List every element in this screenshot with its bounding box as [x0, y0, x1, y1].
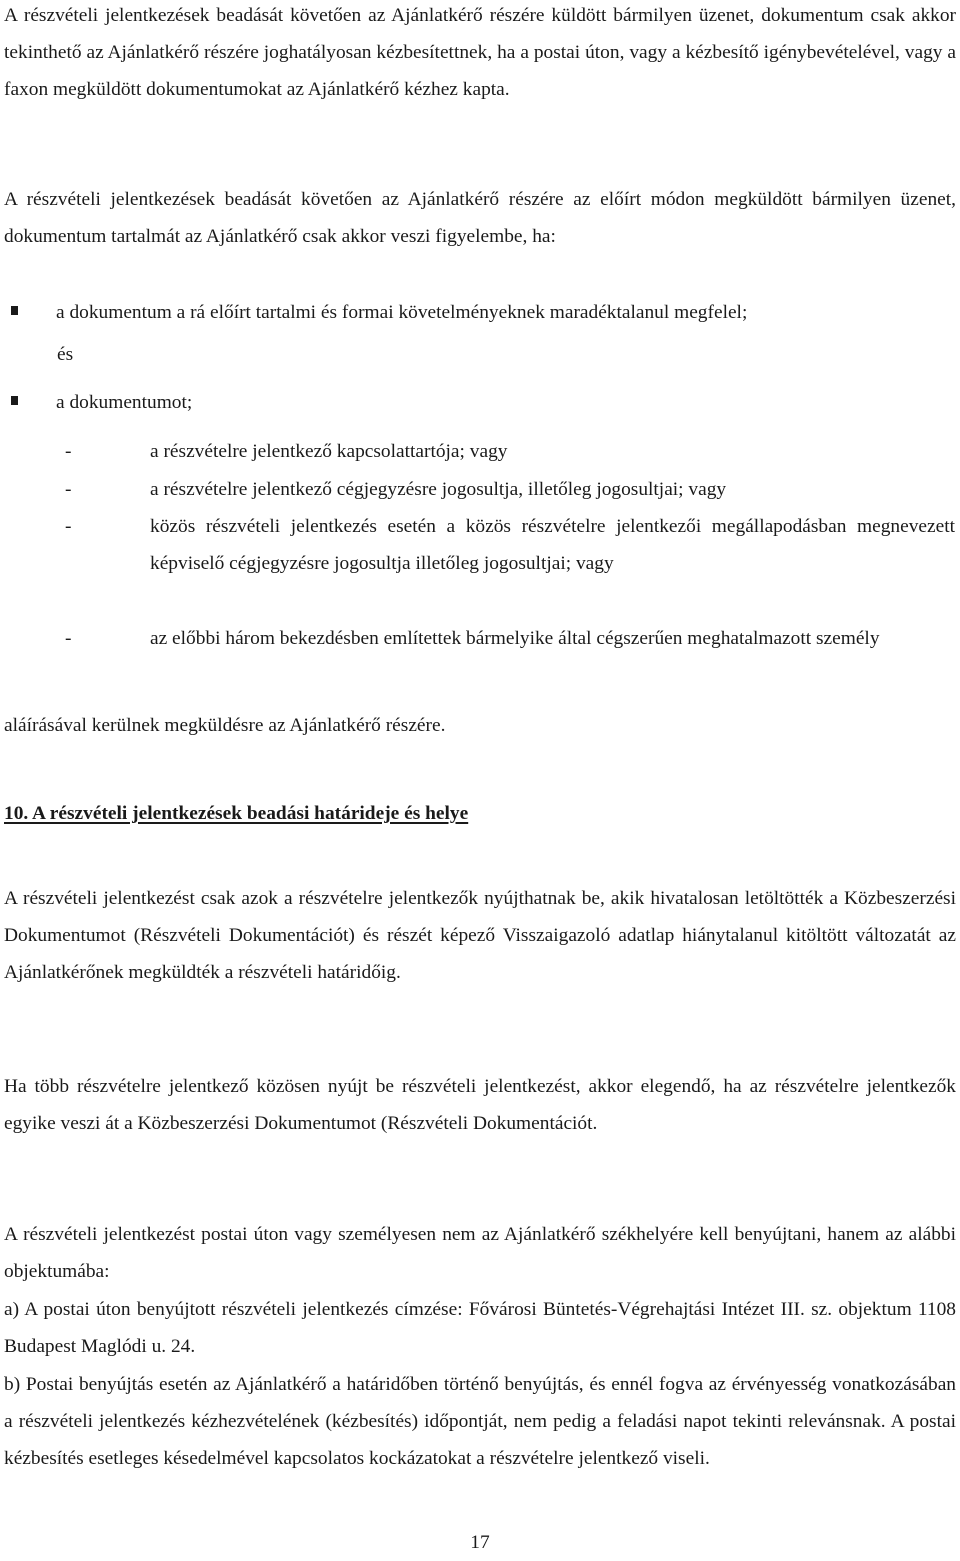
section-heading: 10. A részvételi jelentkezések beadási határideje és helye [4, 803, 469, 824]
paragraph-submission-location: A részvételi jelentkezést postai úton vagy személyesen nem az Ajánlatkérő székhelyére kell benyújtani, hanem az alábbi objektumába: [4, 1224, 956, 1283]
paragraph-joint-application: Ha több részvételre jelentkező közösen nyújt be részvételi jelentkezést, akkor elegendő, ha az részvételre jelentkezők egyike veszi át a Közbeszerzési Dokumentumot (Részvételi Dokumentációt. [4, 1076, 956, 1135]
paragraph-postal-address: a) A postai úton benyújtott részvételi jelentkezés címzése: Fővárosi Büntetés-Végrehajtási Intézet III. sz. objektum 1108 Budapest Maglódi u. 24. [4, 1299, 956, 1358]
page-number: 17 [470, 1532, 490, 1553]
paragraph-document-acceptance: A részvételi jelentkezések beadását követően az Ajánlatkérő részére az előírt módon megküldött bármilyen üzenet, dokumentum tartalmát az Ajánlatkérő csak akkor veszi figyelembe, ha: [4, 189, 956, 248]
dash-item-text: közös részvételi jelentkezés esetén a közös részvételre jelentkezői megállapodásban megnevezett képviselő cégjegyzésre jogosultja illetőleg jogosultjai; vagy [150, 516, 955, 575]
square-bullet-icon [11, 306, 18, 315]
square-bullet-icon [11, 396, 18, 405]
dash-item-text: a részvételre jelentkező cégjegyzésre jogosultja, illetőleg jogosultjai; vagy [150, 479, 727, 500]
dash-marker: - [65, 441, 72, 462]
paragraph-eligibility: A részvételi jelentkezést csak azok a részvételre jelentkezők nyújthatnak be, akik hivatalosan letöltötték a Közbeszerzési Dokumentumot (Részvételi Dokumentációt) és részét képező Visszaigazoló adatlap hiánytalanul kitöltött változatát az Ajánlatkérőnek megküldték a részvételi határidőig. [4, 888, 956, 984]
paragraph-postal-deadline: b) Postai benyújtás esetén az Ajánlatkérő a határidőben történő benyújtás, és ennél fogva az érvényesség vonatkozásában a részvételi jelentkezés kézhezvételének (kézbesítés) időpontját, nem pedig a feladási napot tekinti relevánsnak. A postai kézbesítés esetleges késedelmével kapcsolatos kockázatokat a részvételre jelentkező viseli. [4, 1374, 956, 1470]
dash-marker: - [65, 516, 72, 537]
dash-marker: - [65, 479, 72, 500]
paragraph-closing-line: aláírásával kerülnek megküldésre az Ajánlatkérő részére. [4, 715, 446, 736]
paragraph-delivery-notice: A részvételi jelentkezések beadását követően az Ajánlatkérő részére küldött bármilyen üzenet, dokumentum csak akkor tekinthető az Ajánlatkérő részére joghatályosan kézbesítettnek, ha a postai úton, vagy a kézbesítő igénybevételével, vagy a faxon megküldött dokumentumokat az Ajánlatkérő kézhez kapta. [4, 5, 956, 101]
dash-item-text: a részvételre jelentkező kapcsolattartója; vagy [150, 441, 508, 462]
bullet-item-label: a dokumentum a rá előírt tartalmi és formai követelményeknek maradéktalanul megfelel; [56, 302, 748, 323]
bullet-connector: és [57, 344, 74, 365]
dash-item-text: az előbbi három bekezdésben említettek bármelyike által cégszerűen meghatalmazott személy [150, 628, 880, 649]
bullet-item-label: a dokumentumot; [56, 392, 193, 413]
dash-marker: - [65, 628, 72, 649]
